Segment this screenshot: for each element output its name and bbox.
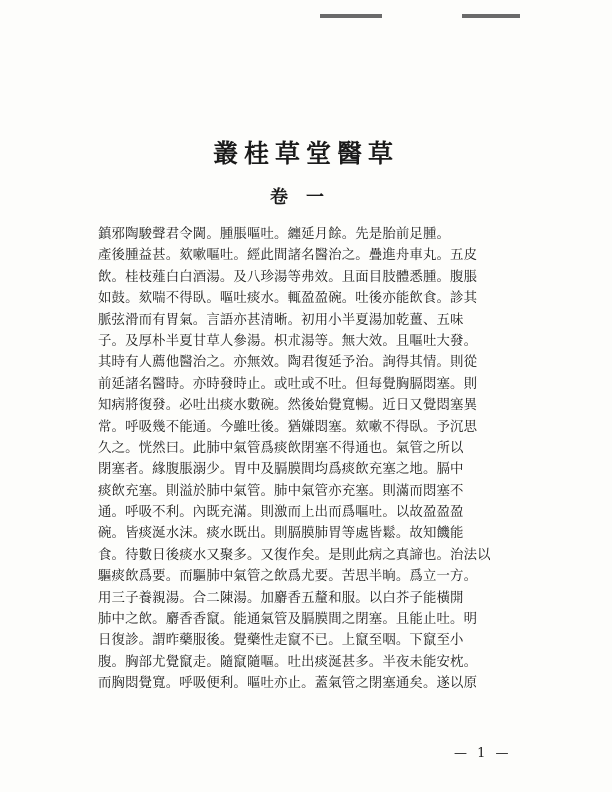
text-line: 驅痰飲爲要。而驅肺中氣管之飲爲尤要。苦思半晌。爲立一方。 <box>98 569 478 585</box>
text-line: 食。待數日後痰水又聚多。又復作矣。是則此病之真諦也。治法以 <box>98 547 491 563</box>
text-line: 肺中之飲。麝香香竄。能通氣管及膈膜間之閉塞。且能止吐。明 <box>98 612 478 628</box>
text-line: 常。呼吸幾不能通。今雖吐後。猶嫌悶塞。欬嗽不得臥。予沉思 <box>98 419 478 435</box>
text-line: 而胸悶覺寬。呼吸便利。嘔吐亦止。蓋氣管之閉塞通矣。遂以原 <box>98 676 478 692</box>
text-line: 產後腫益甚。欬嗽嘔吐。經此間諸名醫治之。疊進舟車丸。五皮 <box>98 248 478 264</box>
page-number: — 1 — <box>454 746 512 761</box>
body-text <box>98 224 530 695</box>
chapter-title: 卷一 <box>270 187 342 208</box>
text-line: 腹。胸部尤覺竄走。隨竄隨嘔。吐出痰涎甚多。半夜未能安枕。 <box>98 654 478 670</box>
text-line: 閉塞者。緣腹脹溺少。胃中及膈膜間均爲痰飲充塞之地。膈中 <box>98 462 464 478</box>
text-line: 碗。皆痰涎水沫。痰水既出。則膈膜肺胃等處皆鬆。故知饑能 <box>98 526 464 542</box>
book-title: 叢桂草堂醫草 <box>212 139 399 168</box>
text-line: 飲。桂枝薤白白酒湯。及八珍湯等弗效。且面目肢體悉腫。腹脹 <box>98 269 478 285</box>
scan-artifact-mark <box>462 14 520 18</box>
text-line: 日復診。謂昨藥服後。覺藥性走竄不已。上竄至咽。下竄至小 <box>98 633 464 649</box>
scan-artifact-mark <box>320 14 382 18</box>
text-line: 如鼓。欬喘不得臥。嘔吐痰水。輒盈盈碗。吐後亦能飲食。診其 <box>98 291 478 307</box>
text-line: 前延諸名醫時。亦時發時止。或吐或不吐。但每覺胸膈悶塞。則 <box>98 376 478 392</box>
text-line: 脈弦滑而有胃氣。言語亦甚清晰。初用小半夏湯加乾薑、五味 <box>98 312 464 328</box>
text-line: 久之。恍然曰。此肺中氣管爲痰飲閉塞不得通也。氣管之所以 <box>98 440 464 456</box>
text-line: 鎮邪陶駿聲君令閫。腫脹嘔吐。纏延月餘。先是胎前足腫。 <box>98 227 451 242</box>
text-line: 用三子養親湯。合二陳湯。加麝香五釐和服。以白芥子能橫開 <box>98 590 464 606</box>
text-line: 通。呼吸不利。內既充滿。則激而上出而爲嘔吐。以故盈盈盈 <box>98 505 464 521</box>
text-line: 其時有人薦他醫治之。亦無效。陶君復延予治。詢得其情。則從 <box>98 355 478 371</box>
text-line: 痰飲充塞。則溢於肺中氣管。肺中氣管亦充塞。則滿而悶塞不 <box>98 483 464 499</box>
text-line: 知病將復發。必吐出痰水數碗。然後始覺寬暢。近日又覺悶塞異 <box>98 398 478 414</box>
text-line: 子。及厚朴半夏甘草人參湯。枳朮湯等。無大效。且嘔吐大發。 <box>98 333 478 349</box>
